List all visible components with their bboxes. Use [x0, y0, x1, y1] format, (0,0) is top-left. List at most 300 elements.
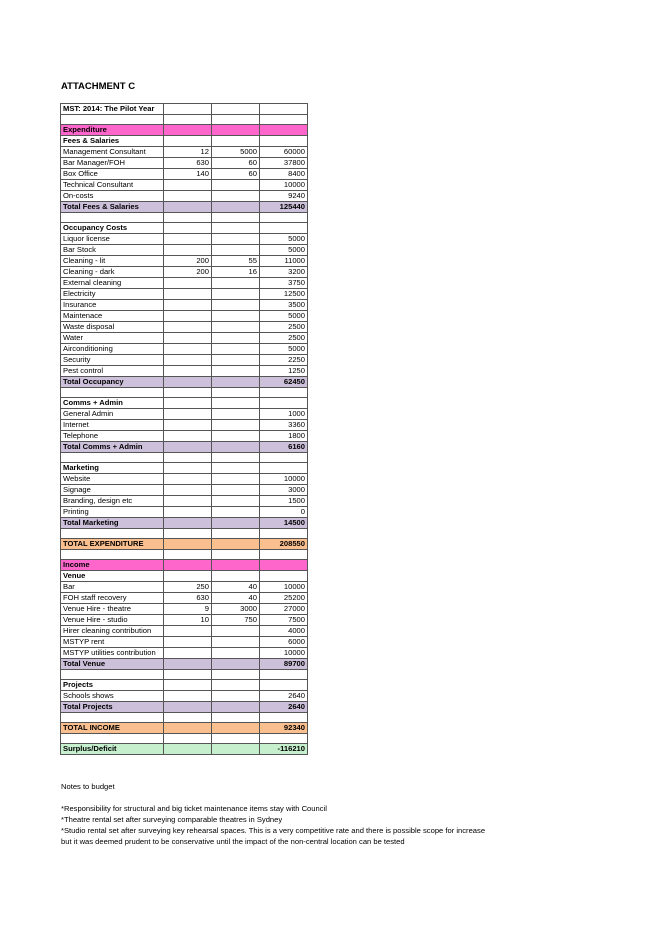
row-value: 5000: [260, 311, 308, 322]
row-value: [164, 377, 212, 388]
row-value: 12: [164, 147, 212, 158]
table-row: [61, 202, 308, 213]
row-label: [61, 388, 164, 398]
row-value: [164, 125, 212, 136]
row-label: Insurance: [61, 300, 164, 311]
row-label: Total Comms + Admin: [61, 442, 164, 453]
row-value: [164, 539, 212, 550]
note-line: *Theatre rental set after surveying comparable theatres in Sydney: [61, 815, 283, 824]
row-label: FOH staff recovery: [61, 593, 164, 604]
table-row: [61, 300, 308, 311]
row-value: 1000: [260, 409, 308, 420]
table-row: [61, 213, 308, 223]
row-value: [212, 322, 260, 333]
row-value: [212, 474, 260, 485]
row-value: [164, 637, 212, 648]
row-value: [164, 322, 212, 333]
row-value: [164, 398, 212, 409]
row-label: Branding, design etc: [61, 496, 164, 507]
budget-table: [60, 103, 308, 755]
row-label: Bar: [61, 582, 164, 593]
row-value: [164, 670, 212, 680]
row-label: Security: [61, 355, 164, 366]
table-row: [61, 191, 308, 202]
row-value: [164, 333, 212, 344]
row-value: 3200: [260, 267, 308, 278]
row-value: [164, 115, 212, 125]
row-label: Waste disposal: [61, 322, 164, 333]
table-row: [61, 550, 308, 560]
row-value: [260, 680, 308, 691]
row-value: [164, 744, 212, 755]
table-row: [61, 702, 308, 713]
table-row: [61, 267, 308, 278]
row-value: [212, 659, 260, 670]
row-value: 7500: [260, 615, 308, 626]
row-label: Telephone: [61, 431, 164, 442]
row-value: [212, 485, 260, 496]
row-value: 60000: [260, 147, 308, 158]
row-value: [212, 691, 260, 702]
row-value: [212, 637, 260, 648]
row-value: [212, 136, 260, 147]
table-row: [61, 278, 308, 289]
row-value: 750: [212, 615, 260, 626]
budget-notes: [61, 781, 485, 847]
row-value: [260, 223, 308, 234]
row-value: [164, 571, 212, 582]
row-value: [164, 691, 212, 702]
row-label: Total Fees & Salaries: [61, 202, 164, 213]
row-label: [61, 713, 164, 723]
row-value: 5000: [260, 234, 308, 245]
row-value: 55: [212, 256, 260, 267]
row-value: [212, 398, 260, 409]
table-row: [61, 615, 308, 626]
row-value: [212, 648, 260, 659]
row-value: [164, 311, 212, 322]
row-label: Total Projects: [61, 702, 164, 713]
table-row: [61, 713, 308, 723]
row-value: [212, 680, 260, 691]
table-row: [61, 518, 308, 529]
row-value: [212, 550, 260, 560]
table-row: [61, 571, 308, 582]
row-value: [212, 453, 260, 463]
table-row: [61, 474, 308, 485]
row-value: [164, 409, 212, 420]
row-value: [212, 213, 260, 223]
row-value: [164, 104, 212, 115]
row-value: [164, 355, 212, 366]
row-value: [212, 529, 260, 539]
row-value: [212, 300, 260, 311]
row-value: 5000: [260, 344, 308, 355]
row-label: Printing: [61, 507, 164, 518]
row-value: [164, 180, 212, 191]
row-value: 27000: [260, 604, 308, 615]
row-value: [164, 518, 212, 529]
row-label: Fees & Salaries: [61, 136, 164, 147]
table-row: [61, 626, 308, 637]
row-label: [61, 670, 164, 680]
row-value: [212, 702, 260, 713]
row-value: 250: [164, 582, 212, 593]
row-value: [164, 344, 212, 355]
row-value: 630: [164, 158, 212, 169]
row-value: 2250: [260, 355, 308, 366]
row-value: [164, 191, 212, 202]
row-value: [164, 474, 212, 485]
row-value: [260, 571, 308, 582]
row-value: [164, 300, 212, 311]
row-value: [212, 366, 260, 377]
row-value: [260, 734, 308, 744]
row-value: [212, 377, 260, 388]
row-value: [260, 115, 308, 125]
row-value: 6160: [260, 442, 308, 453]
table-row: [61, 507, 308, 518]
row-value: -116210: [260, 744, 308, 755]
note-line: *Responsibility for structural and big ticket maintenance items stay with Council: [61, 804, 327, 813]
row-value: [164, 366, 212, 377]
row-value: [212, 713, 260, 723]
table-row: [61, 734, 308, 744]
table-row: [61, 169, 308, 180]
table-row: [61, 744, 308, 755]
row-value: 10000: [260, 582, 308, 593]
table-row: [61, 648, 308, 659]
row-value: 3000: [212, 604, 260, 615]
row-value: 630: [164, 593, 212, 604]
row-value: [212, 560, 260, 571]
table-row: [61, 234, 308, 245]
row-label: Surplus/Deficit: [61, 744, 164, 755]
row-label: Hirer cleaning contribution: [61, 626, 164, 637]
table-row: [61, 355, 308, 366]
row-value: 0: [260, 507, 308, 518]
table-row: [61, 115, 308, 125]
row-value: [260, 213, 308, 223]
row-value: 1800: [260, 431, 308, 442]
row-value: 25200: [260, 593, 308, 604]
row-value: [212, 539, 260, 550]
row-value: [212, 626, 260, 637]
row-value: [212, 311, 260, 322]
row-value: [164, 431, 212, 442]
row-label: General Admin: [61, 409, 164, 420]
row-value: [164, 723, 212, 734]
row-value: [212, 518, 260, 529]
row-value: 2640: [260, 702, 308, 713]
row-label: Liquor license: [61, 234, 164, 245]
row-value: [164, 202, 212, 213]
row-value: [164, 713, 212, 723]
row-value: [164, 507, 212, 518]
table-row: [61, 463, 308, 474]
row-label: Income: [61, 560, 164, 571]
row-label: Pest control: [61, 366, 164, 377]
row-value: 125440: [260, 202, 308, 213]
row-value: [164, 278, 212, 289]
row-value: 9: [164, 604, 212, 615]
row-label: Total Venue: [61, 659, 164, 670]
row-value: 3360: [260, 420, 308, 431]
row-value: 140: [164, 169, 212, 180]
row-value: 37800: [260, 158, 308, 169]
row-label: Box Office: [61, 169, 164, 180]
table-row: [61, 453, 308, 463]
table-row: [61, 485, 308, 496]
row-value: [260, 529, 308, 539]
row-label: Cleaning - lit: [61, 256, 164, 267]
row-value: [212, 670, 260, 680]
row-label: Venue Hire - theatre: [61, 604, 164, 615]
notes-title: Notes to budget: [61, 782, 115, 791]
row-value: [212, 388, 260, 398]
row-value: [212, 734, 260, 744]
row-label: On-costs: [61, 191, 164, 202]
table-row: [61, 496, 308, 507]
table-row: [61, 442, 308, 453]
row-value: [164, 485, 212, 496]
note-line: *Studio rental set after surveying key rehearsal spaces. This is a very competitive rate and there is possible scope for increase: [61, 826, 486, 835]
row-value: [164, 136, 212, 147]
note-line: but it was deemed prudent to be conservative until the impact of the non-central location can be tested: [61, 837, 405, 846]
table-row: [61, 670, 308, 680]
row-label: Maintenace: [61, 311, 164, 322]
row-label: Airconditioning: [61, 344, 164, 355]
row-value: [212, 234, 260, 245]
table-row: [61, 366, 308, 377]
row-value: [260, 398, 308, 409]
table-row: [61, 723, 308, 734]
row-value: 10: [164, 615, 212, 626]
row-label: Website: [61, 474, 164, 485]
row-value: [260, 713, 308, 723]
table-row: [61, 398, 308, 409]
row-value: [260, 463, 308, 474]
row-value: 200: [164, 267, 212, 278]
table-row: [61, 593, 308, 604]
row-value: [164, 550, 212, 560]
table-row: [61, 637, 308, 648]
table-row: [61, 104, 308, 115]
row-value: 14500: [260, 518, 308, 529]
row-value: 208550: [260, 539, 308, 550]
row-value: 10000: [260, 180, 308, 191]
row-label: MST: 2014: The Pilot Year: [61, 104, 164, 115]
row-value: [212, 344, 260, 355]
row-value: 60: [212, 158, 260, 169]
row-value: 5000: [212, 147, 260, 158]
row-value: [260, 136, 308, 147]
row-value: 2500: [260, 322, 308, 333]
row-value: 2500: [260, 333, 308, 344]
row-value: 60: [212, 169, 260, 180]
budget-table-body: [61, 104, 308, 755]
row-value: [212, 180, 260, 191]
row-value: [212, 115, 260, 125]
row-value: [260, 125, 308, 136]
row-label: Management Consultant: [61, 147, 164, 158]
attachment-heading: ATTACHMENT C: [61, 81, 136, 92]
row-value: 6000: [260, 637, 308, 648]
row-label: Schools shows: [61, 691, 164, 702]
row-value: [164, 659, 212, 670]
row-label: [61, 734, 164, 744]
row-value: [212, 507, 260, 518]
table-row: [61, 333, 308, 344]
row-label: Bar Stock: [61, 245, 164, 256]
row-value: [164, 289, 212, 300]
row-value: [164, 702, 212, 713]
row-label: Venue Hire - studio: [61, 615, 164, 626]
table-row: [61, 659, 308, 670]
row-value: [164, 420, 212, 431]
row-value: 8400: [260, 169, 308, 180]
row-value: 11000: [260, 256, 308, 267]
row-label: Bar Manager/FOH: [61, 158, 164, 169]
table-row: [61, 388, 308, 398]
row-value: [164, 734, 212, 744]
table-row: [61, 245, 308, 256]
row-value: [260, 388, 308, 398]
row-value: 200: [164, 256, 212, 267]
table-row: [61, 125, 308, 136]
row-value: [164, 453, 212, 463]
row-label: [61, 453, 164, 463]
row-label: Electricity: [61, 289, 164, 300]
row-value: [260, 453, 308, 463]
row-value: [164, 529, 212, 539]
row-label: Cleaning - dark: [61, 267, 164, 278]
row-label: Comms + Admin: [61, 398, 164, 409]
row-value: [260, 670, 308, 680]
row-value: [164, 234, 212, 245]
row-label: Technical Consultant: [61, 180, 164, 191]
row-value: [212, 723, 260, 734]
row-value: [164, 213, 212, 223]
row-value: [260, 550, 308, 560]
row-value: [212, 442, 260, 453]
row-value: 3000: [260, 485, 308, 496]
row-value: [212, 202, 260, 213]
row-label: External cleaning: [61, 278, 164, 289]
row-label: Expenditure: [61, 125, 164, 136]
table-row: [61, 604, 308, 615]
row-value: 40: [212, 593, 260, 604]
row-label: TOTAL INCOME: [61, 723, 164, 734]
row-value: 1500: [260, 496, 308, 507]
row-value: [212, 245, 260, 256]
table-row: [61, 322, 308, 333]
row-label: Marketing: [61, 463, 164, 474]
row-value: 16: [212, 267, 260, 278]
row-value: 10000: [260, 648, 308, 659]
row-value: [212, 289, 260, 300]
row-label: MSTYP utilities contribution: [61, 648, 164, 659]
row-value: 2640: [260, 691, 308, 702]
table-row: [61, 539, 308, 550]
row-value: [164, 680, 212, 691]
table-row: [61, 311, 308, 322]
table-row: [61, 529, 308, 539]
row-value: [212, 278, 260, 289]
row-value: [212, 420, 260, 431]
row-value: 3750: [260, 278, 308, 289]
row-value: 40: [212, 582, 260, 593]
row-value: [260, 560, 308, 571]
row-label: Total Occupancy: [61, 377, 164, 388]
row-value: 9240: [260, 191, 308, 202]
table-row: [61, 289, 308, 300]
row-value: 4000: [260, 626, 308, 637]
row-value: [212, 431, 260, 442]
table-row: [61, 180, 308, 191]
table-row: [61, 136, 308, 147]
table-row: [61, 147, 308, 158]
row-value: [164, 223, 212, 234]
row-value: [212, 571, 260, 582]
row-value: 12500: [260, 289, 308, 300]
row-label: TOTAL EXPENDITURE: [61, 539, 164, 550]
row-value: 10000: [260, 474, 308, 485]
row-label: Internet: [61, 420, 164, 431]
row-value: [212, 409, 260, 420]
table-row: [61, 256, 308, 267]
row-value: [164, 442, 212, 453]
row-value: [164, 648, 212, 659]
row-label: Projects: [61, 680, 164, 691]
row-label: Venue: [61, 571, 164, 582]
row-value: [164, 463, 212, 474]
table-row: [61, 158, 308, 169]
row-label: Water: [61, 333, 164, 344]
row-value: [164, 245, 212, 256]
table-row: [61, 582, 308, 593]
row-value: [212, 191, 260, 202]
row-value: [212, 104, 260, 115]
row-value: [164, 626, 212, 637]
row-value: 89700: [260, 659, 308, 670]
row-value: [212, 333, 260, 344]
row-label: [61, 550, 164, 560]
row-value: [212, 355, 260, 366]
row-label: Total Marketing: [61, 518, 164, 529]
row-label: [61, 529, 164, 539]
row-label: MSTYP rent: [61, 637, 164, 648]
row-value: [212, 125, 260, 136]
row-value: 3500: [260, 300, 308, 311]
table-row: [61, 560, 308, 571]
row-value: [164, 560, 212, 571]
row-value: [164, 496, 212, 507]
row-value: 1250: [260, 366, 308, 377]
row-label: [61, 115, 164, 125]
row-label: Occupancy Costs: [61, 223, 164, 234]
row-value: 62450: [260, 377, 308, 388]
table-row: [61, 431, 308, 442]
table-row: [61, 680, 308, 691]
table-row: [61, 420, 308, 431]
row-value: [212, 223, 260, 234]
row-value: [212, 463, 260, 474]
row-value: 92340: [260, 723, 308, 734]
row-label: [61, 213, 164, 223]
row-value: [260, 104, 308, 115]
row-value: [212, 496, 260, 507]
